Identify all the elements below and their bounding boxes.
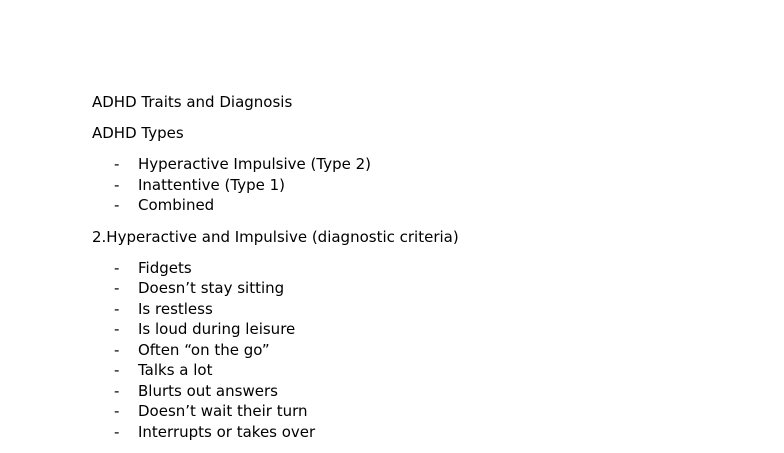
- dash-bullet: -: [114, 279, 120, 297]
- list-item-text: Combined: [138, 196, 215, 214]
- list-item-text: Doesn’t stay sitting: [138, 279, 285, 297]
- criteria-heading: 2.Hyperactive and Impulsive (diagnostic criteria): [92, 227, 459, 246]
- list-item: [92, 381, 752, 402]
- dash-bullet: -: [114, 381, 120, 400]
- dash-bullet: -: [114, 196, 120, 214]
- dash-bullet: -: [114, 175, 120, 194]
- list-item-text: Often “on the go”: [138, 340, 270, 359]
- dash-bullet: -: [114, 340, 120, 359]
- document-title: ADHD Traits and Diagnosis: [92, 93, 293, 111]
- dash-bullet: -: [114, 402, 120, 420]
- list-item-text: Interrupts or takes over: [138, 422, 316, 441]
- dash-bullet: -: [114, 258, 120, 277]
- list-item-text: Hyperactive Impulsive (Type 2): [138, 155, 371, 173]
- list-item: [92, 422, 752, 443]
- list-item: [92, 360, 752, 381]
- list-item-text: Inattentive (Type 1): [138, 175, 286, 194]
- list-item: [92, 340, 752, 361]
- list-item: [92, 299, 752, 320]
- list-item: [92, 154, 752, 175]
- types-list: [92, 154, 752, 216]
- criteria-list: [92, 258, 752, 443]
- list-item: [92, 319, 752, 340]
- list-item: [92, 195, 752, 216]
- dash-bullet: -: [114, 320, 120, 338]
- dash-bullet: -: [114, 155, 120, 173]
- document-page: [92, 92, 752, 453]
- list-item: [92, 401, 752, 422]
- dash-bullet: -: [114, 299, 120, 318]
- list-item-text: Is loud during leisure: [138, 320, 296, 338]
- list-item: [92, 175, 752, 196]
- list-item: [92, 258, 752, 279]
- list-item-text: Doesn’t wait their turn: [138, 402, 308, 420]
- list-item-text: Talks a lot: [138, 361, 213, 379]
- dash-bullet: -: [114, 361, 120, 379]
- list-item-text: Blurts out answers: [138, 381, 278, 400]
- list-item: [92, 278, 752, 299]
- types-heading: ADHD Types: [92, 124, 184, 142]
- list-item-text: Is restless: [138, 299, 213, 318]
- dash-bullet: -: [114, 422, 120, 441]
- list-item-text: Fidgets: [138, 258, 192, 277]
